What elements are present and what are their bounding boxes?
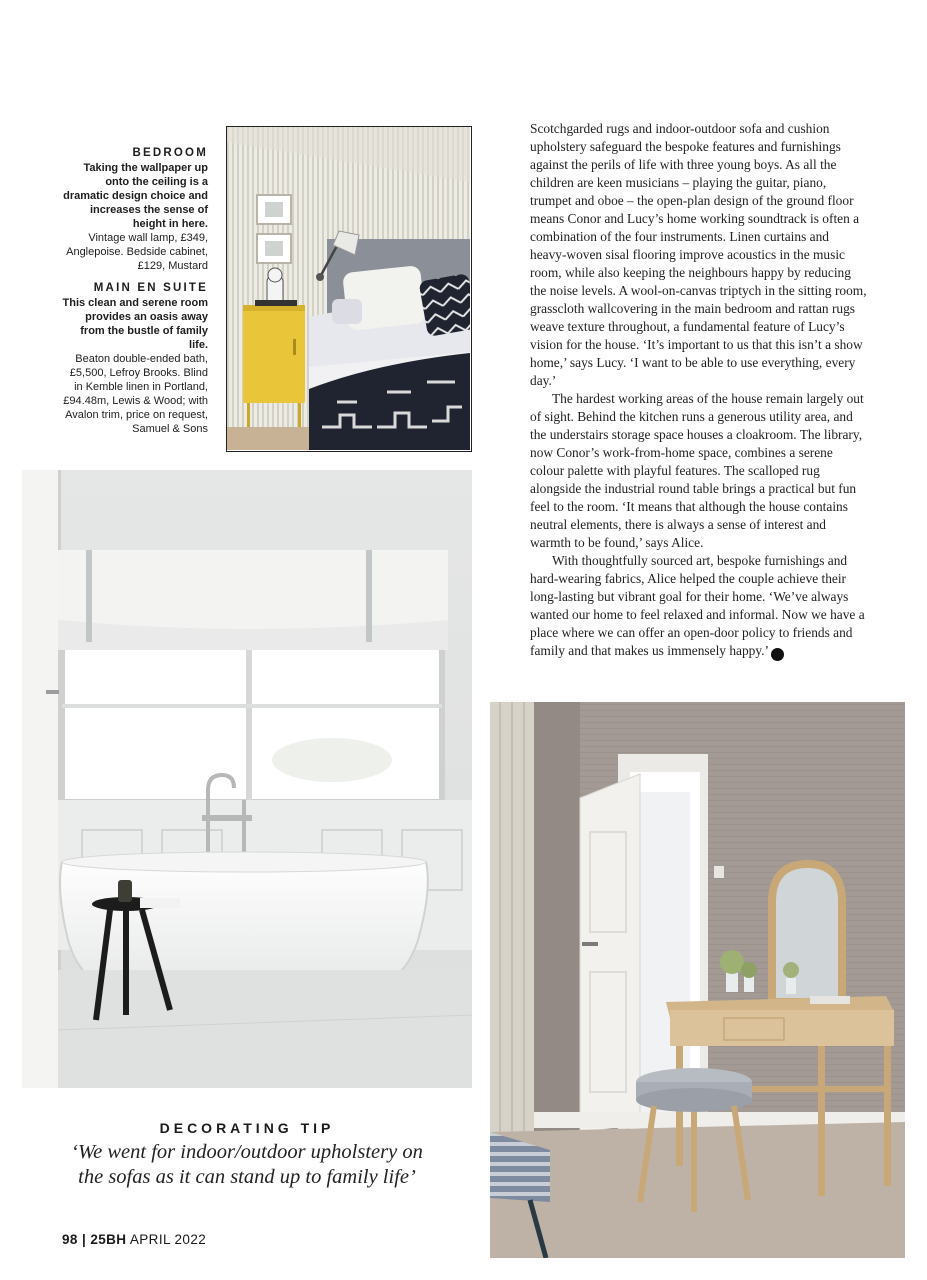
tip-heading: DECORATING TIP bbox=[159, 1120, 335, 1136]
bedroom-photo bbox=[226, 126, 472, 452]
article-paragraph-last bbox=[530, 552, 868, 661]
caption-heading: BEDROOM bbox=[132, 147, 208, 159]
article-paragraph-text: With thoughtfully sourced art, bespoke furnishings and hard-wearing fabrics, Alice helped the couple achieve their long-lasting but vibrant goal for their home. ‘We’ve always wanted our home to feel relaxed and informal. Now we have a place where we can offer an open-door policy to friends and family and that makes us immensely happy.’ bbox=[530, 553, 865, 658]
caption-lead: This clean and serene room provides an oasis away from the bustle of family life. bbox=[62, 297, 208, 351]
caption-lead: Taking the wallpaper up onto the ceiling is a dramatic design choice and increases the sense of height in here. bbox=[63, 162, 208, 230]
caption-body: Beaton double-ended bath, £5,500, Lefroy Brooks. Blind in Kemble linen in Portland, £94.48m, Lewis & Wood; with Avalon trim, price on request, Samuel & Sons bbox=[63, 353, 208, 435]
article-body bbox=[530, 120, 868, 661]
caption-heading: MAIN EN SUITE bbox=[93, 282, 208, 294]
caption-bedroom bbox=[62, 146, 208, 273]
caption-body: Vintage wall lamp, £349, Anglepoise. Bedside cabinet, £129, Mustard bbox=[66, 232, 208, 272]
folio-separator: | bbox=[81, 1232, 87, 1247]
page-number: 98 bbox=[62, 1232, 78, 1247]
decorating-tip bbox=[62, 1120, 432, 1190]
magazine-brand: 25BH bbox=[90, 1232, 127, 1247]
article-paragraph: Scotchgarded rugs and indoor-outdoor sofa and cushion upholstery safeguard the bespoke features and furnishings against the perils of life with three young boys. As all the children are keen musicians – playing the guitar, piano, trumpet and oboe – the open-plan design of the ground floor means Conor and Lucy’s home working soundtrack is often a combination of the four instruments. Linen curtains and heavy-woven sisal flooring improve acoustics in the music room, while also keeping the neighbours happy by reducing the noise levels. A wool-on-canvas triptych in the sitting room, grasscloth wallcovering in the main bedroom and rattan rugs weave texture throughout, a fundamental feature of Lucy’s vision for the house. ‘It’s important to us that this isn’t a show home,’ says Lucy. ‘I want to be able to use everything, every day.’ bbox=[530, 121, 867, 388]
issue-date: APRIL 2022 bbox=[129, 1232, 207, 1247]
tip-quote: ‘We went for indoor/outdoor upholstery on the sofas as it can stand up to family life’ bbox=[71, 1141, 423, 1188]
page-folio bbox=[62, 1232, 206, 1247]
article-paragraph: The hardest working areas of the house remain largely out of sight. Behind the kitchen runs a generous utility area, and the understairs storage space houses a cloakroom. The library, now Conor’s work-from-home space, combines a serene colour palette with playful features. The scalloped rug alongside the industrial round table brings a practical but fun feel to the room. ‘It means that although the house contains neutral elements, there is always a sense of interest and warmth to be found,’ says Alice. bbox=[530, 391, 864, 550]
end-mark-icon: 25 bbox=[771, 648, 784, 661]
caption-main-en-suite bbox=[62, 281, 208, 436]
dressing-room-photo bbox=[490, 702, 905, 1258]
bathroom-photo bbox=[22, 470, 472, 1088]
photo-captions bbox=[62, 146, 208, 444]
